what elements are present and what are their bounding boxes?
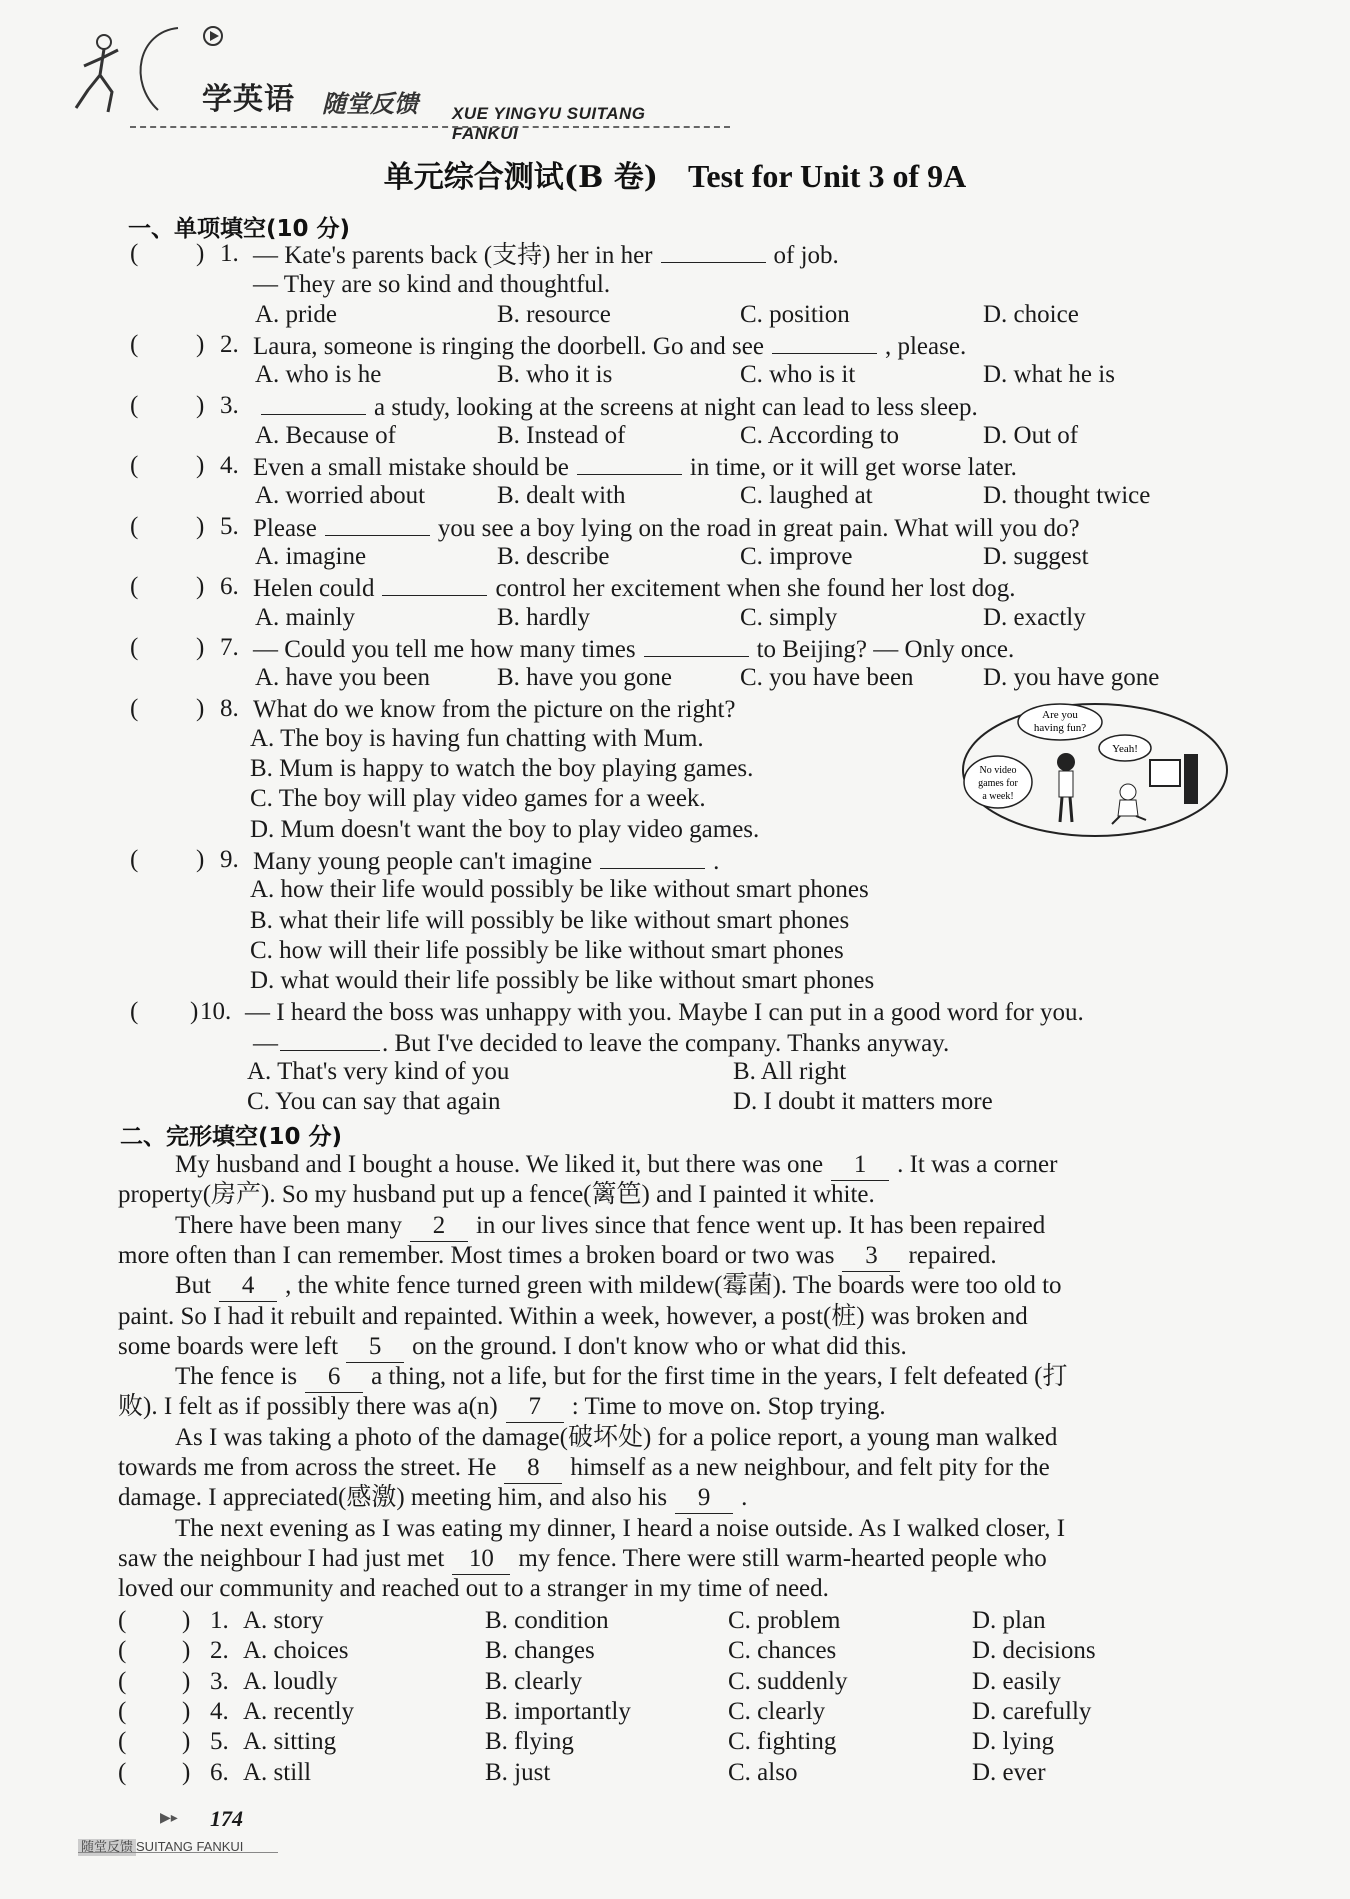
answer-paren: ( — [118, 1697, 127, 1725]
answer-option-a: A. still — [243, 1758, 312, 1786]
stem-text: — Kate's parents back (支持) her in her — [253, 242, 653, 269]
question-stem — [253, 452, 1017, 483]
answer-number: 2. — [210, 1637, 229, 1665]
stem-text: control her excitement when she found her lost dog. — [495, 575, 1016, 603]
option-d: D. Mum doesn't want the boy to play video games. — [250, 815, 760, 843]
option-d: D. exactly — [983, 603, 1086, 631]
answer-paren-close: ) — [196, 694, 205, 722]
passage-line — [118, 1483, 1230, 1514]
answer-option-b: B. condition — [485, 1607, 609, 1634]
stem-text: . But I've decided to leave the company. Thanks anyway. — [382, 1029, 950, 1057]
option-c: C. simply — [740, 603, 838, 631]
option-c: C. improve — [740, 543, 853, 570]
answer-option-b: B. changes — [485, 1637, 595, 1665]
answer-paren: ( — [130, 694, 139, 722]
passage-line — [118, 1574, 1230, 1604]
answer-paren: ( — [130, 452, 139, 480]
question-number: 2. — [220, 330, 239, 358]
passage-text: The next evening as I was eating my dinner, I heard a noise outside. As I walked closer, I — [175, 1514, 1066, 1542]
question-number: 10. — [200, 997, 232, 1025]
answer-option-b: B. just — [485, 1758, 551, 1786]
passage-text: a thing, not a life, but for the first time in the years, I felt defeated (打 — [371, 1363, 1068, 1391]
passage-text: My husband and I bought a house. We liked it, but there was one — [175, 1151, 824, 1178]
answer-paren-close: ) — [182, 1667, 191, 1695]
question-stem — [253, 846, 719, 877]
cloze-blank: 6 — [305, 1362, 363, 1393]
answer-blank — [261, 392, 366, 415]
stem-text: Laura, someone is ringing the doorbell. Go and see — [253, 332, 764, 360]
answer-number: 3. — [210, 1667, 229, 1695]
answer-option-a: A. recently — [243, 1697, 355, 1725]
answer-option-c: C. fighting — [728, 1728, 837, 1756]
stem-text: — — [253, 1029, 278, 1057]
answer-blank — [577, 452, 682, 475]
passage-text: in our lives since that fence went up. It has been repaired — [475, 1211, 1046, 1239]
cartoon-bubble-1: Are you — [1042, 709, 1078, 721]
answer-number: 5. — [210, 1728, 229, 1756]
answer-option-b: B. flying — [485, 1728, 574, 1756]
option-c: C. you have been — [740, 664, 914, 692]
answer-paren-close: ) — [196, 391, 205, 419]
answer-paren-close: ) — [196, 330, 205, 358]
question-stem — [253, 513, 1080, 544]
answer-paren-close: ) — [182, 1637, 191, 1665]
passage-text: The fence is — [175, 1363, 298, 1391]
answer-option-b: B. clearly — [485, 1667, 583, 1695]
cartoon-bubble-2: Yeah! — [1112, 743, 1138, 755]
question-number: 7. — [220, 633, 239, 661]
passage-text: But — [175, 1272, 212, 1300]
passage-line — [118, 1302, 1230, 1332]
answer-paren: ( — [118, 1607, 127, 1634]
question-number: 1. — [220, 240, 239, 267]
answer-paren: ( — [130, 512, 139, 540]
option-a: A. who is he — [255, 361, 382, 389]
question-stem-2: — They are so kind and thoughtful. — [253, 271, 611, 299]
answer-paren-close: ) — [196, 573, 205, 601]
stem-text: in time, or it will get worse later. — [689, 454, 1017, 482]
cloze-blank: 5 — [346, 1332, 404, 1363]
answer-paren: ( — [130, 846, 139, 873]
answer-paren-close: ) — [196, 452, 205, 480]
passage-text: There have been many — [175, 1211, 402, 1239]
option-c: C. The boy will play video games for a week. — [250, 785, 706, 813]
stem-text: Many young people can't imagine — [253, 848, 593, 875]
option-a: A. The boy is having fun chatting with Mum. — [250, 724, 704, 752]
option-d: D. you have gone — [983, 664, 1160, 692]
section2-heading: 二、完形填空(10 分) — [120, 1124, 343, 1150]
passage-text: repaired. — [908, 1241, 997, 1269]
brand-pinyin: XUE YINGYU SUITANG FANKUI — [452, 104, 646, 143]
question-number: 8. — [220, 694, 239, 722]
answer-option-c: C. clearly — [728, 1697, 826, 1725]
answer-paren-close: ) — [182, 1728, 191, 1756]
answer-paren-close: ) — [196, 846, 205, 873]
answer-option-a: A. sitting — [243, 1728, 337, 1756]
page-arrow-icon: ▶▸ — [160, 1811, 178, 1826]
answer-option-d: D. plan — [972, 1607, 1046, 1634]
answer-paren: ( — [130, 330, 139, 358]
stem-text: of job. — [773, 242, 839, 269]
title-cn: 单元综合测试(B 卷) — [383, 160, 658, 195]
option-d: D. suggest — [983, 543, 1089, 570]
passage-line — [118, 1332, 1230, 1363]
stem-text: to Beijing? — Only once. — [756, 635, 1015, 663]
answer-option-a: A. choices — [243, 1637, 349, 1665]
passage-line — [175, 1514, 1230, 1544]
answer-blank — [382, 573, 487, 596]
passage-text: damage. I appreciated(感激) meeting him, and also his — [118, 1484, 668, 1512]
section1-heading: 一、单项填空(10 分) — [128, 216, 351, 242]
answer-blank — [772, 331, 877, 354]
cloze-blank: 1 — [831, 1150, 889, 1181]
answer-blank — [280, 1028, 380, 1051]
passage-line — [118, 1180, 1230, 1210]
option-c: C. According to — [740, 421, 900, 449]
brand-title: 学英语 — [202, 82, 295, 117]
answer-option-a: A. loudly — [243, 1667, 338, 1695]
header — [70, 22, 660, 143]
question-number: 6. — [220, 573, 239, 601]
option-d: D. thought twice — [983, 482, 1151, 510]
option-d: D. choice — [983, 300, 1079, 328]
passage-line — [118, 1544, 1230, 1575]
header-divider — [130, 126, 730, 128]
option-a: A. Because of — [255, 421, 396, 449]
option-d: D. what he is — [983, 361, 1115, 389]
option-b: B. who it is — [497, 361, 613, 389]
option-a: A. how their life would possibly be like without smart phones — [250, 876, 869, 904]
footer-brand-en: SUITANG FANKUI — [136, 1839, 244, 1854]
passage-text: : Time to move on. Stop trying. — [571, 1393, 886, 1421]
question-stem: — I heard the boss was unhappy with you. Maybe I can put in a good word for you. — [245, 998, 1084, 1026]
stem-text: Please — [253, 514, 317, 542]
answer-paren: ( — [118, 1758, 127, 1786]
passage-line — [175, 1423, 1230, 1453]
answer-paren-close: ) — [190, 997, 199, 1025]
answer-option-c: C. chances — [728, 1637, 837, 1665]
passage-text: 败). I felt as if possibly there was a(n) — [118, 1393, 498, 1421]
option-a: A. mainly — [255, 603, 355, 631]
passage-text: saw the neighbour I had just met — [118, 1544, 445, 1572]
cartoon-bubble-3b: games for — [978, 778, 1018, 789]
passage-text: As I was taking a photo of the damage(破坏处) for a police report, a young man walked — [175, 1423, 1058, 1451]
question-stem — [253, 634, 1014, 665]
answer-paren: ( — [118, 1667, 127, 1695]
answer-paren: ( — [130, 391, 139, 419]
answer-paren: ( — [130, 573, 139, 601]
answer-paren-close: ) — [196, 240, 205, 267]
question-number: 3. — [220, 391, 239, 419]
cartoon-bubble-3: No video — [979, 765, 1017, 776]
cloze-blank: 8 — [504, 1453, 562, 1484]
cartoon-bubble-1b: having fun? — [1033, 722, 1087, 734]
passage-text: property(房产). So my husband put up a fence(篱笆) and I painted it white. — [118, 1181, 875, 1209]
passage-text: paint. So I had it rebuilt and repainted. Within a week, however, a post(桩) was broken and — [118, 1302, 1028, 1330]
answer-paren: ( — [118, 1637, 127, 1665]
answer-option-c: C. suddenly — [728, 1667, 848, 1695]
question-stem: What do we know from the picture on the right? — [253, 695, 736, 723]
answer-option-d: D. lying — [972, 1728, 1054, 1756]
passage-text: . — [741, 1484, 748, 1512]
passage-line — [175, 1211, 1230, 1242]
option-b: B. what their life will possibly be like without smart phones — [250, 906, 850, 934]
option-b: B. hardly — [497, 603, 591, 631]
footer-brand-cn: 随堂反馈 — [78, 1839, 136, 1856]
answer-paren-close: ) — [196, 633, 205, 661]
answer-number: 6. — [210, 1758, 229, 1786]
cartoon-illustration — [960, 700, 1230, 840]
answer-paren: ( — [118, 1728, 127, 1756]
stem-text: — Could you tell me how many times — [253, 635, 636, 663]
option-b: B. All right — [733, 1058, 847, 1086]
answer-paren-close: ) — [182, 1697, 191, 1725]
option-c: C. You can say that again — [247, 1088, 501, 1116]
stem-text: you see a boy lying on the road in great pain. What will you do? — [437, 514, 1080, 542]
stem-text: a study, looking at the screens at night can lead to less sleep. — [374, 393, 978, 421]
cloze-blank: 7 — [506, 1392, 564, 1423]
passage-text: some boards were left — [118, 1332, 339, 1360]
stem-text: Even a small mistake should be — [253, 454, 569, 482]
answer-paren: ( — [130, 997, 139, 1025]
option-d: D. I doubt it matters more — [733, 1088, 993, 1116]
option-b: B. describe — [497, 543, 610, 570]
question-number: 9. — [220, 846, 239, 873]
option-b: B. dealt with — [497, 482, 626, 510]
answer-option-d: D. easily — [972, 1667, 1061, 1695]
cartoon-bubble-3c: a week! — [982, 791, 1014, 802]
footer-divider — [78, 1852, 278, 1853]
answer-option-d: D. ever — [972, 1758, 1046, 1786]
question-stem — [253, 331, 966, 362]
answer-option-c: C. problem — [728, 1607, 841, 1634]
option-a: A. pride — [255, 300, 337, 328]
answer-option-b: B. importantly — [485, 1697, 631, 1725]
title-en: Test for Unit 3 of 9A — [687, 158, 967, 194]
passage-line — [118, 1241, 1230, 1272]
answer-paren-close: ) — [182, 1758, 191, 1786]
stem-text: . — [713, 848, 720, 875]
answer-paren-close: ) — [196, 512, 205, 540]
option-c: C. how will their life possibly be like without smart phones — [250, 936, 844, 964]
passage-line — [118, 1453, 1230, 1484]
option-a: A. That's very kind of you — [247, 1058, 510, 1086]
stem-text: Helen could — [253, 575, 375, 603]
cloze-blank: 3 — [842, 1241, 900, 1272]
option-d: D. Out of — [983, 421, 1079, 449]
answer-option-c: C. also — [728, 1758, 798, 1786]
option-a: A. imagine — [255, 543, 367, 570]
cloze-blank: 10 — [452, 1544, 510, 1575]
answer-paren: ( — [130, 633, 139, 661]
answer-blank — [661, 240, 766, 263]
passage-text: . It was a corner — [897, 1151, 1058, 1178]
answer-option-d: D. carefully — [972, 1697, 1092, 1725]
cloze-blank: 4 — [219, 1271, 277, 1302]
answer-blank — [644, 634, 749, 657]
passage-text: loved our community and reached out to a stranger in my time of need. — [118, 1575, 829, 1603]
question-number: 4. — [220, 452, 239, 480]
option-c: C. position — [740, 300, 850, 328]
option-a: A. worried about — [255, 482, 426, 510]
cloze-blank: 2 — [410, 1211, 468, 1242]
cloze-blank: 9 — [675, 1483, 733, 1514]
stem-text: , please. — [884, 332, 967, 360]
answer-paren-close: ) — [182, 1607, 191, 1634]
passage-text: towards me from across the street. He — [118, 1454, 497, 1481]
brand-subtitle: 随堂反馈 — [322, 90, 418, 118]
answer-option-d: D. decisions — [972, 1637, 1096, 1665]
page-number: 174 — [210, 1806, 243, 1831]
answer-number: 4. — [210, 1697, 229, 1725]
passage-line — [118, 1392, 1230, 1423]
option-b: B. Instead of — [497, 421, 626, 449]
passage-line — [175, 1150, 1230, 1181]
option-b: B. have you gone — [497, 664, 672, 692]
question-number: 5. — [220, 512, 239, 540]
passage-line — [175, 1271, 1230, 1302]
answer-option-a: A. story — [243, 1607, 324, 1634]
passage-text: , the white fence turned green with mildew(霉菌). The boards were too old to — [285, 1272, 1062, 1300]
page-title — [0, 152, 1350, 196]
question-stem — [253, 392, 978, 423]
passage-text: on the ground. I don't know who or what did this. — [412, 1332, 907, 1360]
option-c: C. who is it — [740, 361, 856, 389]
option-b: B. Mum is happy to watch the boy playing games. — [250, 755, 754, 783]
answer-blank — [325, 513, 430, 536]
answer-blank — [600, 846, 705, 869]
passage-text: himself as a new neighbour, and felt pity for the — [570, 1454, 1050, 1481]
option-d: D. what would their life possibly be like without smart phones — [250, 967, 875, 995]
option-a: A. have you been — [255, 664, 430, 692]
answer-number: 1. — [210, 1607, 229, 1634]
passage-text: my fence. There were still warm-hearted people who — [518, 1544, 1047, 1572]
option-b: B. resource — [497, 300, 611, 328]
question-stem — [253, 573, 1015, 604]
passage-text: more often than I can remember. Most times a broken board or two was — [118, 1241, 835, 1269]
question-stem — [253, 240, 839, 271]
passage-line — [175, 1362, 1230, 1393]
option-c: C. laughed at — [740, 482, 873, 510]
answer-paren: ( — [130, 240, 139, 267]
question-stem-2 — [253, 1028, 949, 1059]
